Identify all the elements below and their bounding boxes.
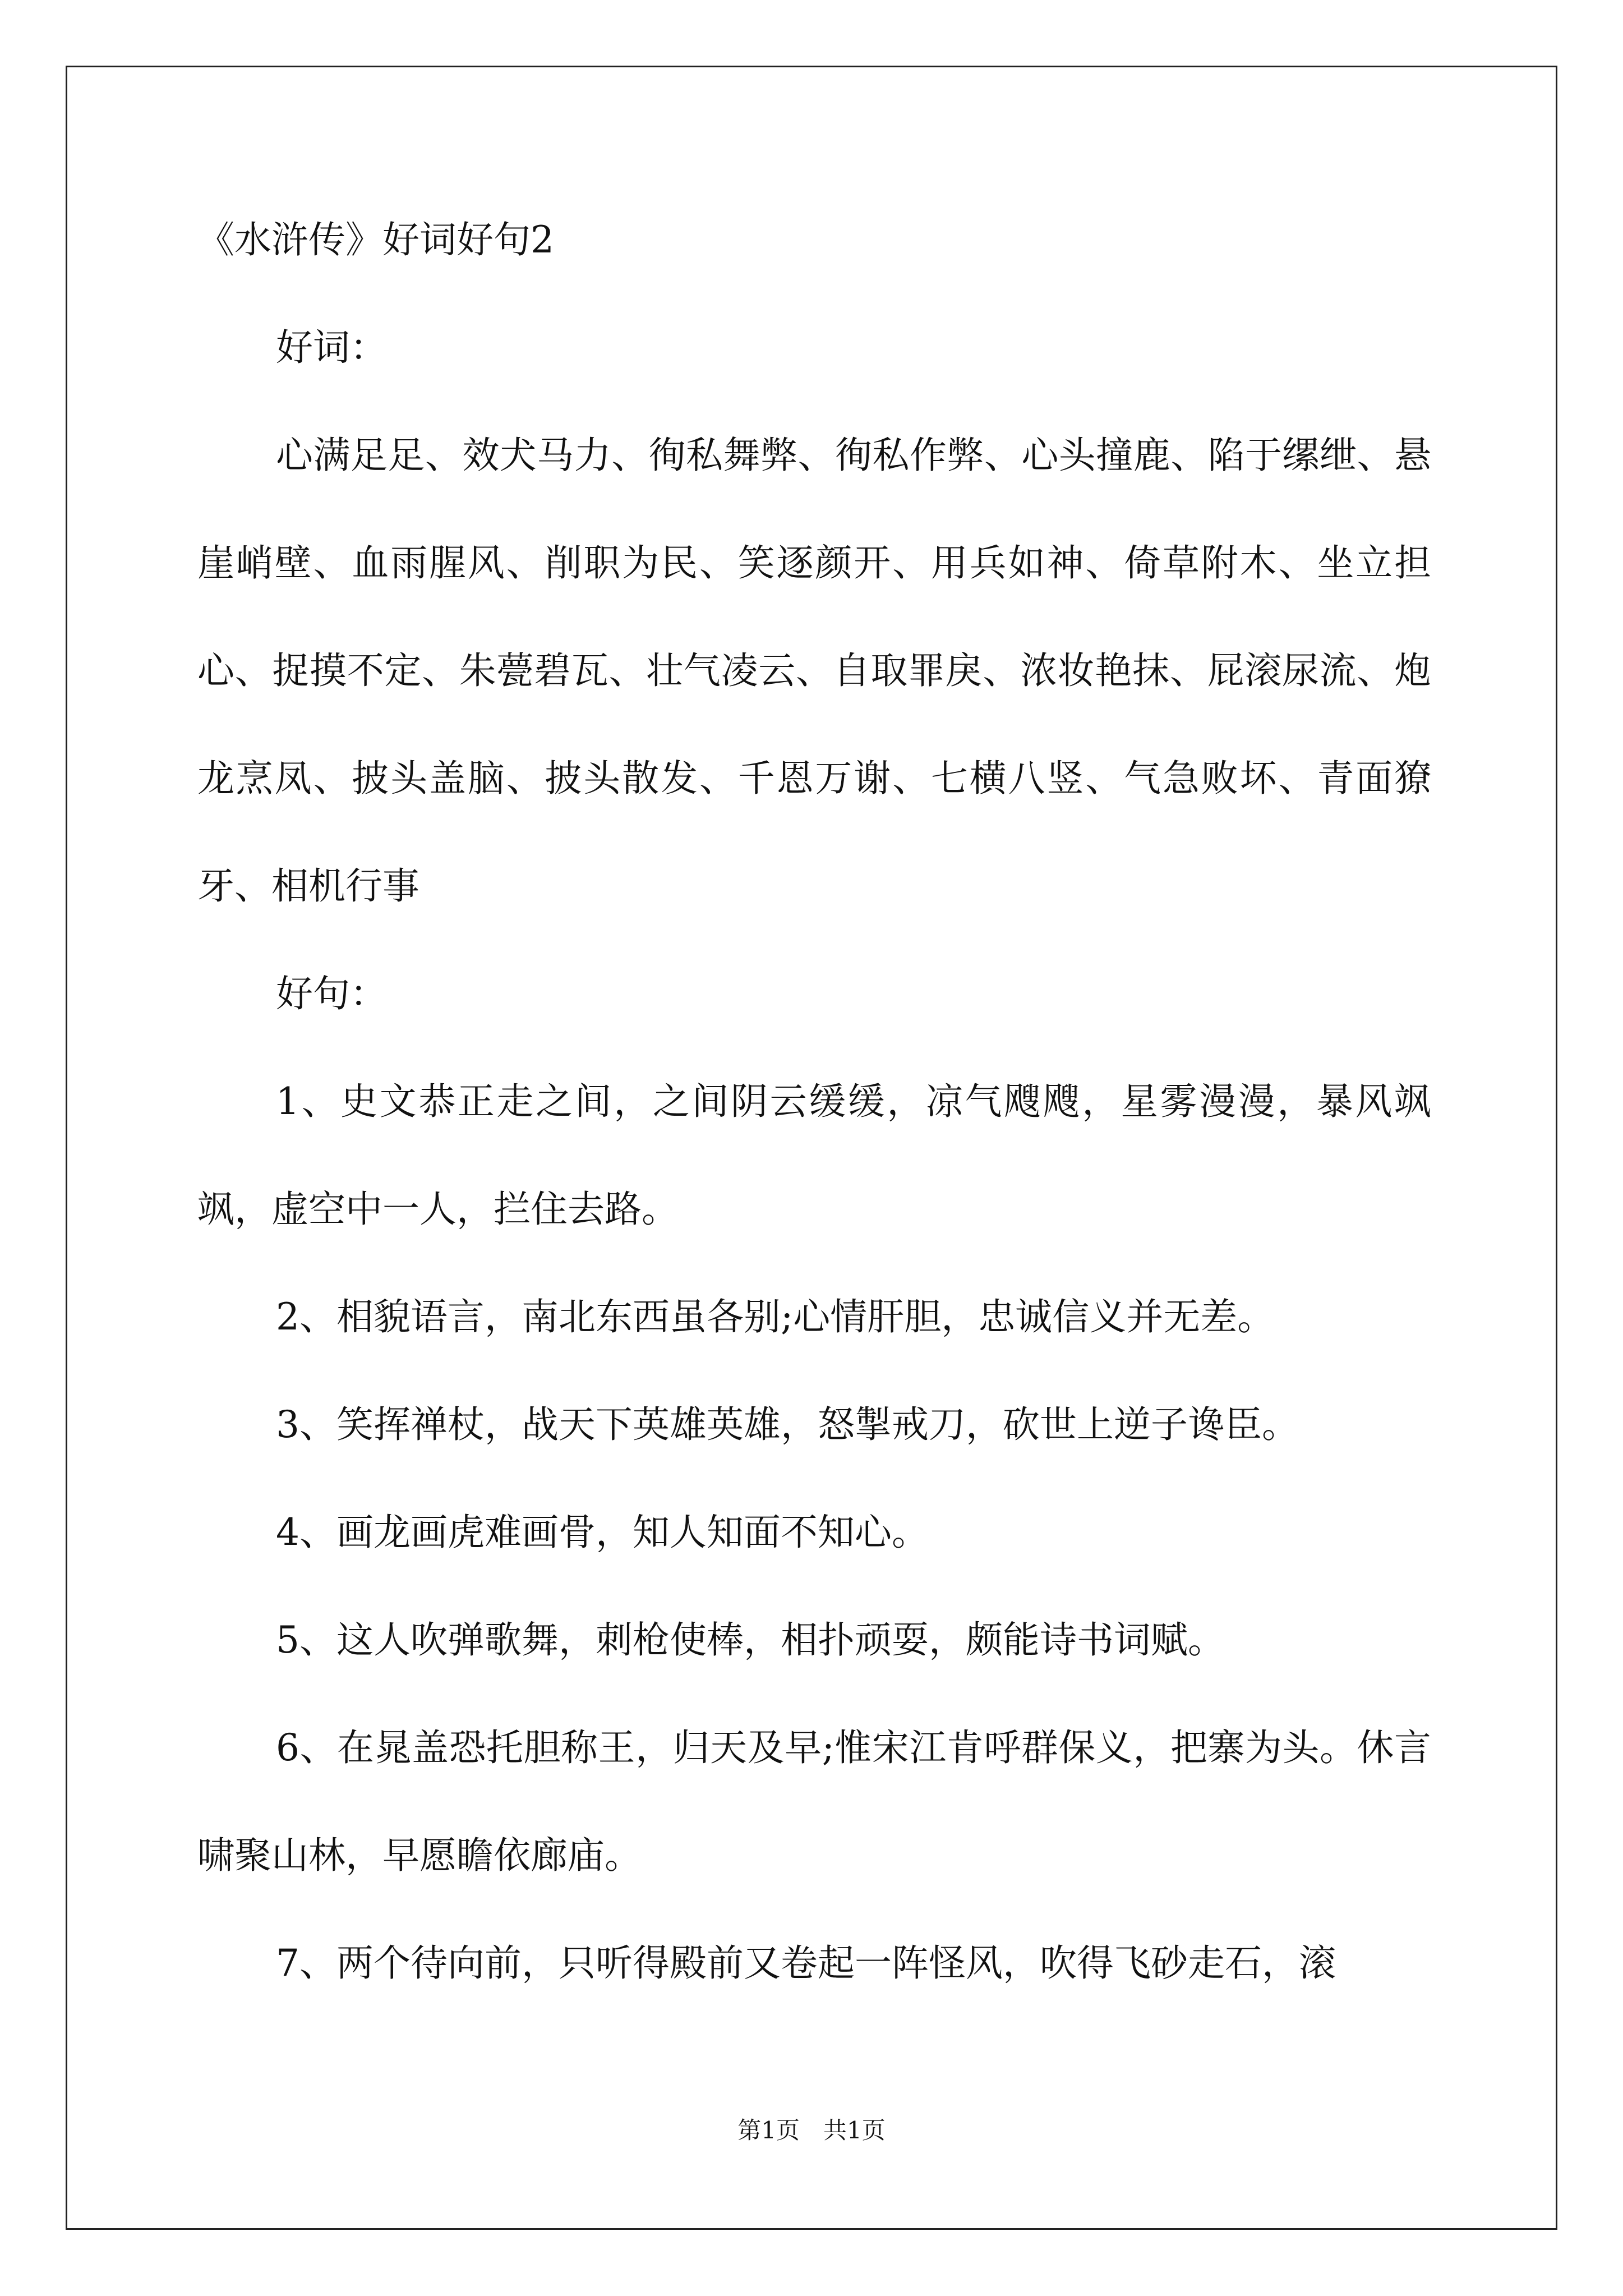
sentence-item-1: 1、史文恭正走之间，之间阴云缓缓，凉气飕飕，星雾漫漫，暴风飒飒，虚空中一人，拦住去路。 xyxy=(197,1080,1431,1231)
document-body xyxy=(197,213,1431,2017)
sentence-item-6: 6、在晁盖恐托胆称王，归天及早;惟宋江肯呼群保义，把寨为头。休言啸聚山林，早愿瞻依廊庙。 xyxy=(197,1726,1431,1877)
sentence-item-2: 2、相貌语言，南北东西虽各别;心情肝胆，忠诚信义并无差。 xyxy=(276,1295,1275,1338)
sentences-heading: 好句： xyxy=(276,972,387,1015)
sentence-item-4: 4、画龙画虎难画骨，知人知面不知心。 xyxy=(276,1511,929,1554)
sentence-item-3: 3、笑挥禅杖，战天下英雄英雄，怒掣戒刀，砍世上逆子谗臣。 xyxy=(276,1403,1299,1446)
sentence-item-5: 5、这人吹弹歌舞，刺枪使棒，相扑顽耍，颇能诗书词赋。 xyxy=(276,1618,1225,1662)
words-paragraph: 心满足足、效犬马力、徇私舞弊、徇私作弊、心头撞鹿、陷于缧绁、悬崖峭壁、血雨腥风、削职为民、笑逐颜开、用兵如神、倚草附木、坐立担心、捉摸不定、朱甍碧瓦、壮气凌云、自取罪戾、浓妆艳抹、屁滚尿流、炮龙烹凤、披头盖脑、披头散发、千恩万谢、七横八竖、气急败坏、青面獠牙、相机行事 xyxy=(197,434,1431,908)
document-title: 《水浒传》好词好句2 xyxy=(197,218,554,261)
page-number-footer: 第1页 共1页 xyxy=(737,2116,886,2144)
words-heading: 好词： xyxy=(276,326,387,369)
sentence-item-7: 7、两个待向前，只听得殿前又卷起一阵怪风，吹得飞砂走石，滚 xyxy=(276,1941,1336,1985)
